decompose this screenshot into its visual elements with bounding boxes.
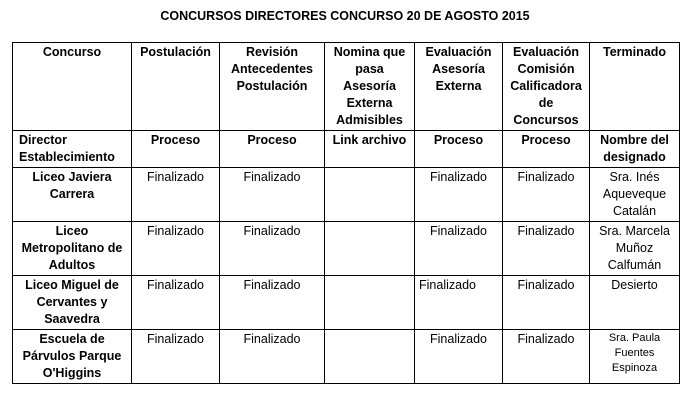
status-postulacion: Finalizado: [132, 276, 220, 330]
header-postulacion: Postulación: [132, 43, 220, 131]
header-evaluacion-comision: Evaluación Comisión Calificadora de Concursos: [503, 43, 590, 131]
designado-name: Sra. Inés Aqueveque Catalán: [590, 168, 680, 222]
school-name: Escuela de Párvulos Parque O'Higgins: [13, 330, 132, 384]
status-eval-asesoria: Finalizado: [415, 330, 503, 384]
status-revision: Finalizado: [220, 222, 325, 276]
subheader-director: Director Establecimiento: [13, 131, 132, 168]
table-row: [13, 168, 680, 222]
table-row: [13, 330, 680, 384]
status-eval-asesoria: Finalizado: [415, 168, 503, 222]
subheader-row: [13, 131, 680, 168]
subheader-proceso-asesoria: Proceso: [415, 131, 503, 168]
link-archivo-cell: [325, 168, 415, 222]
status-eval-comision: Finalizado: [503, 330, 590, 384]
header-revision: Revisión Antecedentes Postulación: [220, 43, 325, 131]
designado-name: Sra. Marcela Muñoz Calfumán: [590, 222, 680, 276]
school-name: Liceo Javiera Carrera: [13, 168, 132, 222]
link-archivo-cell: [325, 330, 415, 384]
status-revision: Finalizado: [220, 168, 325, 222]
designado-name: Desierto: [590, 276, 680, 330]
header-terminado: Terminado: [590, 43, 680, 131]
status-eval-comision: Finalizado: [503, 168, 590, 222]
subheader-proceso-comision: Proceso: [503, 131, 590, 168]
status-eval-comision: Finalizado: [503, 222, 590, 276]
status-postulacion: Finalizado: [132, 168, 220, 222]
header-nomina: Nomina que pasa Asesoría Externa Admisibles: [325, 43, 415, 131]
status-eval-comision: Finalizado: [503, 276, 590, 330]
subheader-proceso-revision: Proceso: [220, 131, 325, 168]
status-eval-asesoria: Finalizado: [415, 222, 503, 276]
status-eval-asesoria: Finalizado: [415, 276, 503, 330]
status-revision: Finalizado: [220, 330, 325, 384]
header-concurso: Concurso: [13, 43, 132, 131]
subheader-proceso-postulacion: Proceso: [132, 131, 220, 168]
school-name: Liceo Metropolitano de Adultos: [13, 222, 132, 276]
status-revision: Finalizado: [220, 276, 325, 330]
contests-table: [12, 42, 680, 384]
status-postulacion: Finalizado: [132, 330, 220, 384]
status-postulacion: Finalizado: [132, 222, 220, 276]
table-row: [13, 222, 680, 276]
header-evaluacion-asesoria: Evaluación Asesoría Externa: [415, 43, 503, 131]
subheader-link-archivo: Link archivo: [325, 131, 415, 168]
school-name: Liceo Miguel de Cervantes y Saavedra: [13, 276, 132, 330]
subheader-nombre-designado: Nombre del designado: [590, 131, 680, 168]
document-title: CONCURSOS DIRECTORES CONCURSO 20 DE AGOSTO 2015: [160, 9, 530, 23]
link-archivo-cell: [325, 276, 415, 330]
table-row: [13, 276, 680, 330]
link-archivo-cell: [325, 222, 415, 276]
designado-name: Sra. Paula Fuentes Espinoza: [590, 330, 680, 384]
header-row: [13, 43, 680, 131]
